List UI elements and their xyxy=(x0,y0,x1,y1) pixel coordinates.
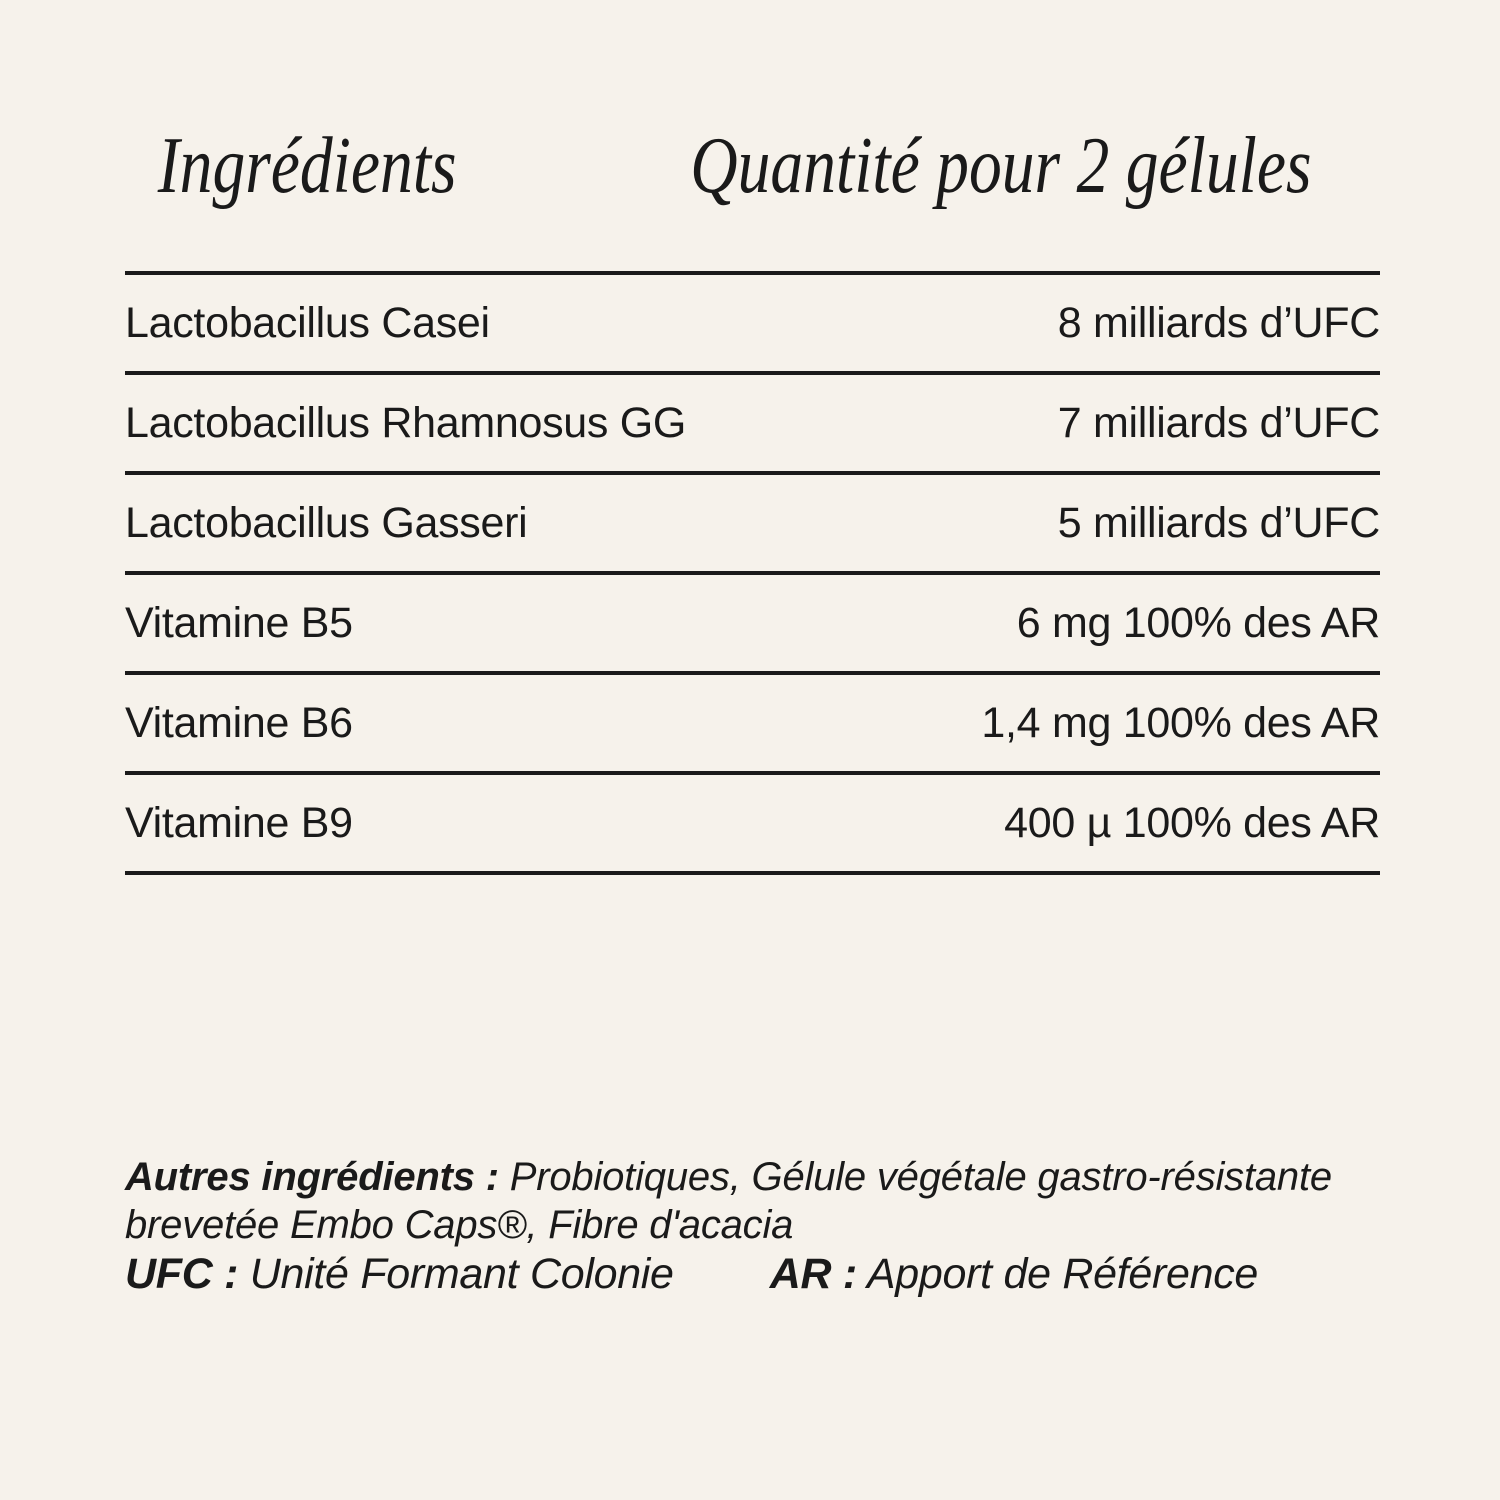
ufc-meaning: Unité Formant Colonie xyxy=(238,1250,674,1298)
table-row xyxy=(125,271,1380,371)
ingredient-quantity: 6 mg 100% des AR xyxy=(1016,598,1380,647)
ingredient-quantity: 400 µ 100% des AR xyxy=(1004,798,1380,847)
ingredient-name: Lactobacillus Gasseri xyxy=(125,498,528,547)
other-ingredients-label: Autres ingrédients : xyxy=(125,1155,499,1199)
ingredient-quantity: 1,4 mg 100% des AR xyxy=(981,698,1380,747)
ar-definition xyxy=(770,1250,1258,1298)
quantity-column-title: Quantité pour 2 gélules xyxy=(690,122,1312,210)
ingredient-name: Lactobacillus Casei xyxy=(125,298,490,347)
table-row xyxy=(125,471,1380,571)
ar-meaning: Apport de Référence xyxy=(856,1250,1259,1298)
ar-abbr: AR : xyxy=(769,1250,857,1298)
other-ingredients-text: Probiotiques, Gélule végétale gastro-résistante brevetée Embo Caps®, Fibre d'acacia xyxy=(125,1155,1332,1247)
table-row xyxy=(125,571,1380,671)
ingredient-quantity: 7 milliards d’UFC xyxy=(1057,398,1380,447)
other-ingredients-note xyxy=(125,1153,1380,1249)
ingredient-quantity: 8 milliards d’UFC xyxy=(1057,298,1380,347)
table-row xyxy=(125,371,1380,471)
abbreviation-definitions xyxy=(125,1250,1380,1298)
table-row xyxy=(125,771,1380,871)
ingredient-name: Vitamine B5 xyxy=(125,598,353,647)
ingredients-table xyxy=(125,271,1380,875)
ingredient-name: Vitamine B9 xyxy=(125,798,353,847)
ufc-definition xyxy=(125,1250,674,1298)
ingredients-column-title: Ingrédients xyxy=(157,122,457,210)
table-header xyxy=(125,122,1380,210)
ingredient-name: Lactobacillus Rhamnosus GG xyxy=(125,398,687,447)
ingredient-quantity: 5 milliards d’UFC xyxy=(1057,498,1380,547)
table-row xyxy=(125,671,1380,771)
ingredient-name: Vitamine B6 xyxy=(125,698,353,747)
ufc-abbr: UFC : xyxy=(125,1250,239,1298)
